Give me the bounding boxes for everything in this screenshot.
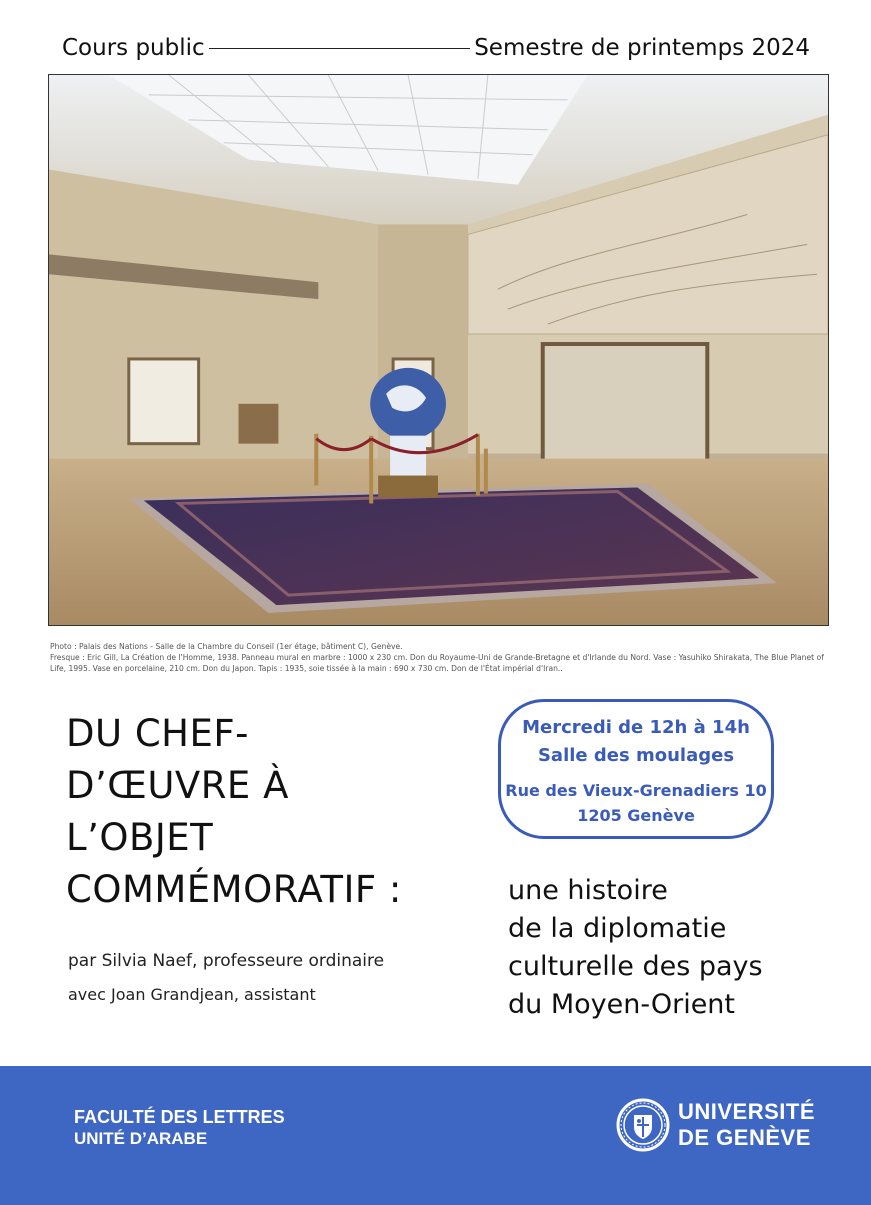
subtitle-line-4: du Moyen-Orient [508,989,736,1020]
caption-line-1: Photo : Palais des Nations - Salle de la Chambre du Conseil (1er étage, bâtiment C), Genève. [50,642,403,651]
photo-caption [50,641,830,674]
city-address: 1205 Genève [577,806,695,825]
faculty-name: FACULTÉ DES LETTRES [74,1107,285,1127]
hero-photo [48,74,829,626]
footer-band [0,1066,871,1205]
header-rule [209,48,471,49]
speaker-name: par Silvia Naef, professeure ordinaire [68,951,385,971]
title-line-2: D’ŒUVRE À [66,764,289,807]
university-name [678,1099,815,1151]
subtitle-line-2: de la diplomatie [508,913,727,944]
unit-name: UNITÉ D’ARABE [74,1129,208,1148]
street-address: Rue des Vieux-Grenadiers 10 [505,781,767,800]
caption-line-2: Fresque : Eric Gill, La Création de l'Homme, 1938. Panneau mural en marbre : 1000 x 230 cm. Don du Royaume-Uni de Grande-Bretagne et d'Irlande du Nord. Vase : Yasuhiko Shirakata, The Blue Planet of Life, 1995. Vase en porcelaine, 210 cm. Don du Japon. Tapis : 1935, soie tissée à la main : 690 x 730 cm. Don de l'État impérial d'Iran.. [50,653,824,673]
header [62,30,810,66]
university-name-line-1: UNIVERSITÉ [678,1099,816,1124]
photo-illustration [49,75,828,625]
room-name: Salle des moulages [537,745,735,766]
title-line-1: DU CHEF- [66,712,250,755]
university-logo [616,1098,815,1152]
lecture-subtitle [508,872,763,1024]
byline [68,948,384,1008]
lecture-title [66,708,402,916]
unige-seal-icon [616,1098,670,1152]
subtitle-line-1: une histoire [508,875,668,906]
header-semester: Semestre de printemps 2024 [474,35,810,61]
university-name-line-2: DE GENÈVE [678,1125,811,1150]
schedule-location-box [498,699,774,839]
faculty-block [74,1106,285,1150]
schedule-time: Mercredi de 12h à 14h [522,717,750,738]
header-course-type: Cours public [62,35,205,61]
assistant-name: avec Joan Grandjean, assistant [68,985,316,1004]
title-line-3: L’OBJET [66,816,214,859]
subtitle-line-3: culturelle des pays [508,951,763,982]
title-line-4: COMMÉMORATIF : [66,868,402,911]
